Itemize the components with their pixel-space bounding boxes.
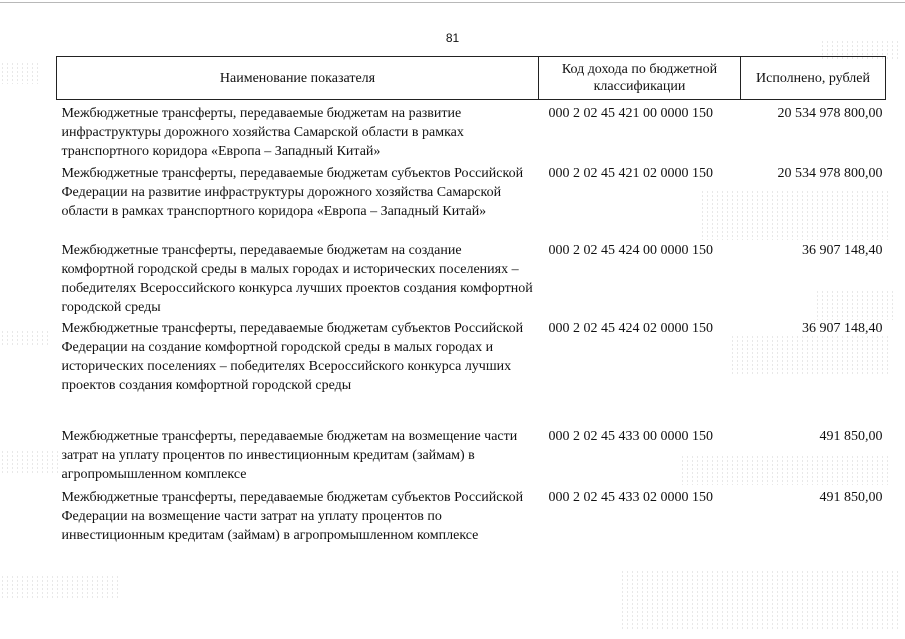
row-revenue-code: 000 2 02 45 424 02 0000 150 [548,321,713,336]
row-indicator-name: Межбюджетные трансферты, передаваемые бюджетам субъектов Российской Федерации на создание комфортной городской среды в малых городах и исторических поселениях – победителях Всероссийского конкурса лучших проектов создания комфортной городской среды [61,321,524,393]
page-top-edge [0,2,905,3]
row-indicator-name: Межбюджетные трансферты, передаваемые бюджетам на создание комфортной городской среды в малых городах и исторических поселениях – победителях Всероссийского конкурса лучших проектов создания комфортной городской среды [61,243,533,315]
table-row [57,164,886,241]
page-number: 81 [445,31,460,45]
table-row [57,488,886,558]
row-executed-amount: 36 907 148,40 [802,243,883,258]
table-row [57,427,886,488]
header-indicator-name: Наименование показателя [57,57,539,100]
budget-table-container [56,56,885,558]
row-indicator-name: Межбюджетные трансферты, передаваемые бюджетам на возмещение части затрат на уплату процентов по инвестиционным кредитам (займам) в агропромышленном комплексе [61,429,518,482]
table-row [57,100,886,165]
row-indicator-name: Межбюджетные трансферты, передаваемые бюджетам субъектов Российской Федерации на развитие инфраструктуры дорожного хозяйства Самарской области в рамках транспортного коридора «Европа – Западный Китай» [61,166,524,219]
scan-noise [0,575,120,600]
row-executed-amount: 20 534 978 800,00 [777,166,883,181]
table-header-row [57,57,886,100]
row-executed-amount: 36 907 148,40 [802,321,883,336]
row-revenue-code: 000 2 02 45 424 00 0000 150 [548,243,713,258]
header-revenue-code: Код дохода по бюджетной классификации [539,57,741,100]
row-indicator-name: Межбюджетные трансферты, передаваемые бюджетам на развитие инфраструктуры дорожного хозяйства Самарской области в рамках транспортного коридора «Европа – Западный Китай» [61,106,464,159]
scan-noise [0,330,50,346]
table-row [57,319,886,427]
row-revenue-code: 000 2 02 45 433 00 0000 150 [548,429,713,444]
scan-noise [0,450,60,474]
row-revenue-code: 000 2 02 45 421 00 0000 150 [548,106,713,121]
table-row [57,241,886,319]
row-executed-amount: 20 534 978 800,00 [777,106,883,121]
scan-noise [0,62,40,84]
row-revenue-code: 000 2 02 45 421 02 0000 150 [548,166,713,181]
budget-revenue-table [56,56,886,558]
row-executed-amount: 491 850,00 [819,490,883,505]
row-indicator-name: Межбюджетные трансферты, передаваемые бюджетам субъектов Российской Федерации на возмещение части затрат на уплату процентов по инвестиционным кредитам (займам) в агропромышленном комплексе [61,490,524,543]
scan-noise [620,570,900,630]
row-executed-amount: 491 850,00 [819,429,883,444]
row-revenue-code: 000 2 02 45 433 02 0000 150 [548,490,713,505]
header-executed-amount: Исполнено, рублей [741,57,886,100]
